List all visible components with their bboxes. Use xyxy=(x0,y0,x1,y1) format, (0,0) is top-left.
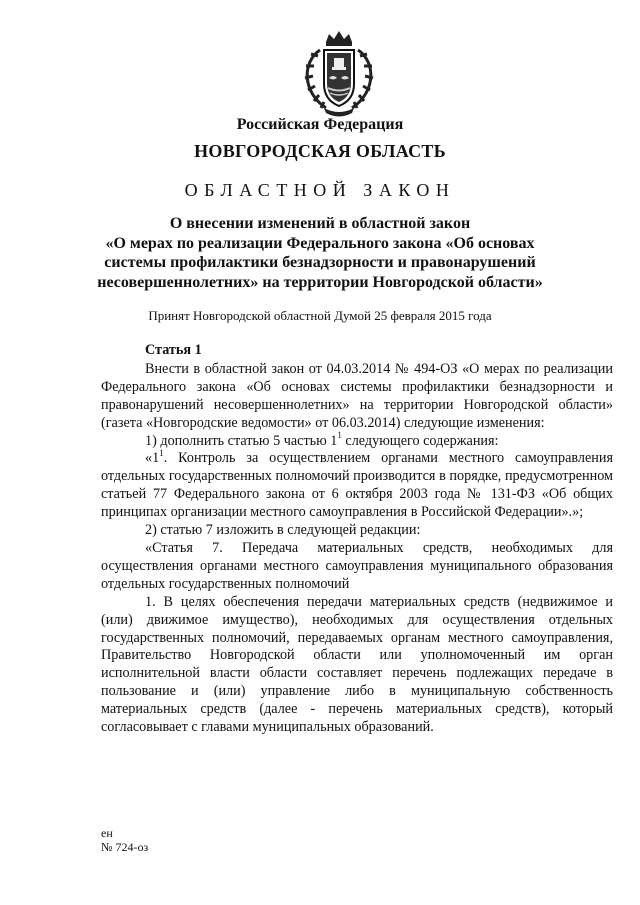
new-part-paragraph xyxy=(101,447,613,522)
item-2-paragraph: 2) статью 7 изложить в следующей редакции: xyxy=(145,522,421,539)
executor-initials: ен xyxy=(101,826,113,840)
item-1-superscript: 1 xyxy=(337,429,342,440)
new-part-superscript: 1 xyxy=(159,447,164,458)
document-body xyxy=(101,342,613,737)
document-footer xyxy=(101,826,148,854)
article-7-heading: «Статья 7. Передача материальных средств, необходимых для осуществления органами местного самоуправления муниципального образования отдельных государственных полномочий xyxy=(101,539,613,592)
law-title-line: несовершеннолетних» на территории Новгородской области» xyxy=(97,273,543,291)
law-title-line: О внесении изменений в областной закон xyxy=(169,215,471,232)
law-title-line: «О мерах по реализации Федерального закона «Об основах xyxy=(105,234,535,252)
region-heading: НОВГОРОДСКАЯ ОБЛАСТЬ xyxy=(194,141,446,161)
item-1-text: 1) дополнить статью 5 частью 1 xyxy=(145,432,338,449)
law-title-line: системы профилактики безнадзорности и правонарушений xyxy=(104,254,536,271)
document-type-heading: ОБЛАСТНОЙ ЗАКОН xyxy=(184,180,456,200)
adoption-note: Принят Новгородской областной Думой 25 февраля 2015 года xyxy=(148,308,492,323)
item-1-paragraph xyxy=(101,429,613,451)
registration-number: № 724-оз xyxy=(101,840,149,854)
new-part-text: . Контроль за осуществлением органами местного самоуправления отдельных государственных полномочий производится в порядке, предусмотренном статьей 77 Федерального закона от 6 октября 2003 года № 131-ФЗ «Об общих принципах организации местного самоуправления в Российской Федерации».»; xyxy=(101,450,613,521)
law-title xyxy=(0,214,640,292)
federation-heading: Российская Федерация xyxy=(236,116,404,133)
article-intro-paragraph: Внести в областной закон от 04.03.2014 № 494-ОЗ «О мерах по реализации Федерального закона «Об основах системы профилактики безнадзорности и правонарушений несовершеннолетних» на территории Новгородской области» (газета «Новгородские ведомости» от 06.03.2014) следующие изменения: xyxy=(101,360,613,431)
article-heading: Статья 1 xyxy=(145,342,202,358)
coat-of-arms-emblem xyxy=(296,28,382,118)
new-part-number: «1 xyxy=(145,450,160,467)
item-1-text-end: следующего содержания: xyxy=(341,432,499,449)
article-7-part-1: 1. В целях обеспечения передачи материальных средств (недвижимое и (или) движимое имущество), необходимых для осуществления отдельных государственных полномочий, передаваемых органам местного самоуправления, Правительство Новгородской области или уполномоченный им орган исполнительной власти области составляет перечень подлежащих передаче в пользование и (или) управление либо в муниципальную собственность материальных средств (далее - перечень материальных средств), который согласовывает с главами муниципальных образований. xyxy=(101,593,613,736)
